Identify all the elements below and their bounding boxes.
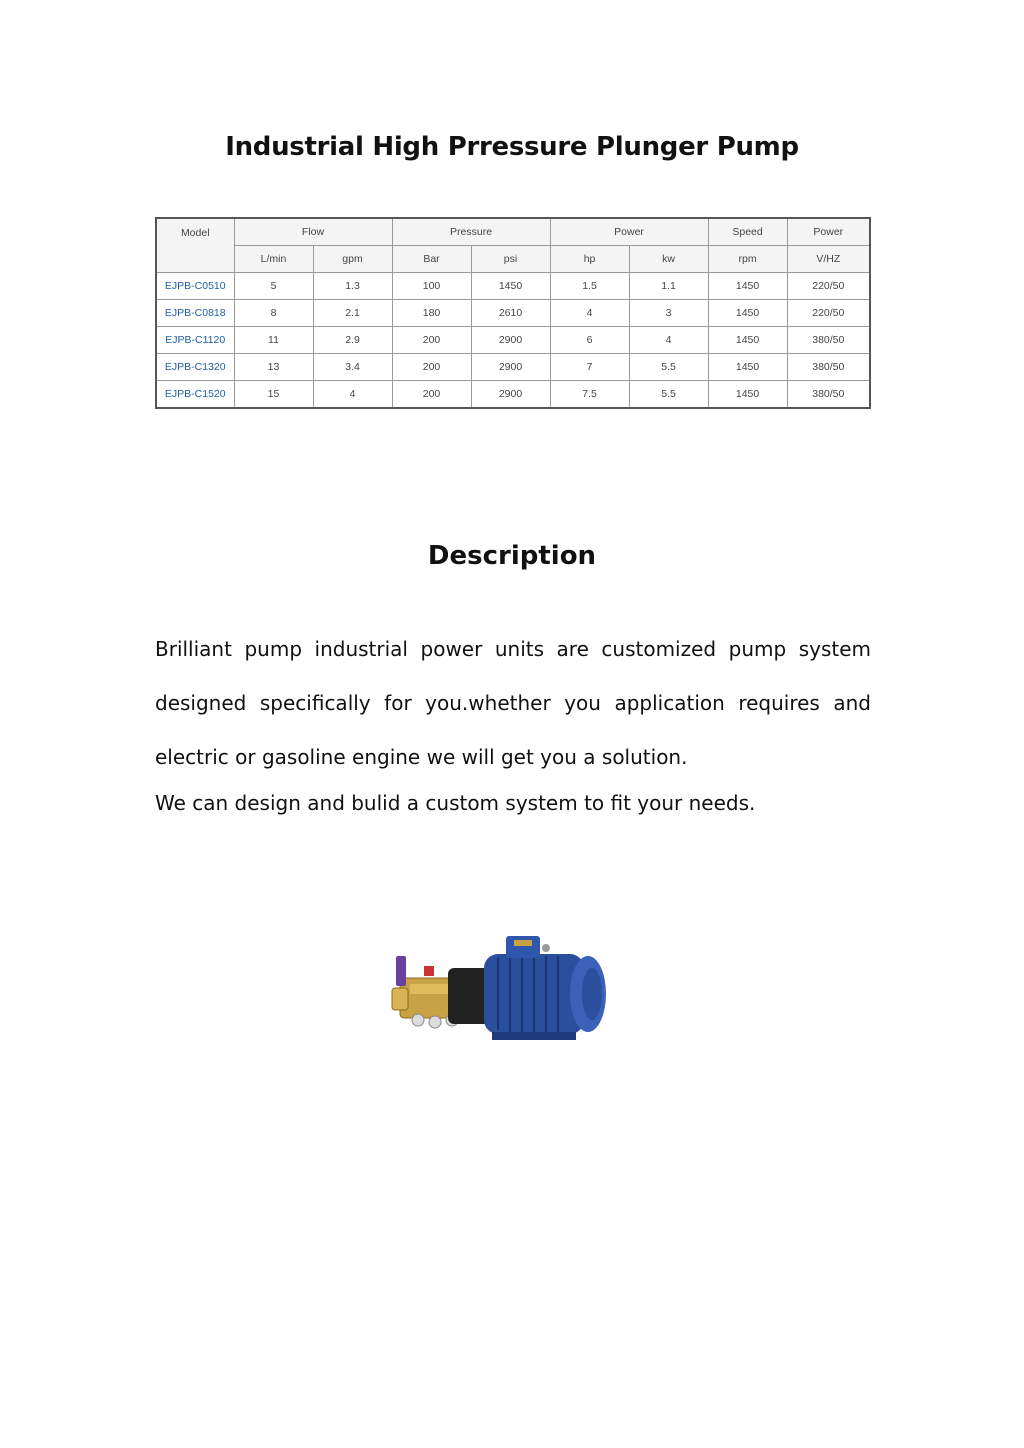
header-speed: Speed	[708, 218, 787, 246]
table-cell: 200	[392, 354, 471, 381]
table-unit-row	[156, 246, 870, 273]
unit-cell: kw	[629, 246, 708, 273]
model-cell[interactable]: EJPB-C1520	[156, 381, 234, 409]
table-cell: 3.4	[313, 354, 392, 381]
spec-table	[155, 217, 871, 409]
table-header-row	[156, 218, 870, 246]
table-row	[156, 300, 870, 327]
table-cell: 220/50	[787, 273, 870, 300]
table-cell: 6	[550, 327, 629, 354]
table-cell: 5.5	[629, 381, 708, 409]
description-paragraph: Brilliant pump industrial power units are customized pump system designed specifically for you.whether you application requires and electric or gasoline engine we will get you a solution.	[155, 637, 871, 769]
header-power-supply: Power	[787, 218, 870, 246]
header-model: Model	[156, 218, 234, 273]
table-cell: 1.3	[313, 273, 392, 300]
table-cell: 180	[392, 300, 471, 327]
valve	[396, 956, 406, 986]
table-cell: 200	[392, 381, 471, 409]
model-cell[interactable]: EJPB-C0818	[156, 300, 234, 327]
table-cell: 3	[629, 300, 708, 327]
description-closing: We can design and bulid a custom system to fit your needs.	[155, 791, 756, 815]
table-row	[156, 273, 870, 300]
table-cell: 100	[392, 273, 471, 300]
model-cell[interactable]: EJPB-C1120	[156, 327, 234, 354]
model-cell[interactable]: EJPB-C1320	[156, 354, 234, 381]
table-cell: 200	[392, 327, 471, 354]
table-cell: 1.1	[629, 273, 708, 300]
unit-cell: Bar	[392, 246, 471, 273]
header-flow: Flow	[234, 218, 392, 246]
table-cell: 1450	[471, 273, 550, 300]
unit-cell: gpm	[313, 246, 392, 273]
unit-cell: V/HZ	[787, 246, 870, 273]
table-cell: 11	[234, 327, 313, 354]
table-cell: 15	[234, 381, 313, 409]
unit-cell: hp	[550, 246, 629, 273]
table-cell: 2.9	[313, 327, 392, 354]
table-cell: 5	[234, 273, 313, 300]
unit-cell: rpm	[708, 246, 787, 273]
table-cell: 7.5	[550, 381, 629, 409]
table-cell: 13	[234, 354, 313, 381]
table-cell: 380/50	[787, 381, 870, 409]
table-cell: 8	[234, 300, 313, 327]
model-cell[interactable]: EJPB-C0510	[156, 273, 234, 300]
table-cell: 2610	[471, 300, 550, 327]
table-cell: 1450	[708, 300, 787, 327]
unit-cell: psi	[471, 246, 550, 273]
description-heading: Description	[427, 541, 597, 571]
table-cell: 2900	[471, 354, 550, 381]
table-cell: 1450	[708, 381, 787, 409]
table-cell: 1450	[708, 354, 787, 381]
table-cell: 4	[313, 381, 392, 409]
table-cell: 4	[550, 300, 629, 327]
table-cell: 2900	[471, 381, 550, 409]
table-cell: 2.1	[313, 300, 392, 327]
unit-cell: L/min	[234, 246, 313, 273]
table-cell: 5.5	[629, 354, 708, 381]
header-power: Power	[550, 218, 708, 246]
page-title: Industrial High Prressure Plunger Pump	[225, 132, 799, 162]
table-cell: 2900	[471, 327, 550, 354]
table-cell: 1450	[708, 273, 787, 300]
pump-motor-photo	[388, 928, 610, 1046]
table-cell: 380/50	[787, 354, 870, 381]
header-pressure: Pressure	[392, 218, 550, 246]
table-row	[156, 354, 870, 381]
table-row	[156, 381, 870, 409]
table-cell: 1.5	[550, 273, 629, 300]
table-cell: 380/50	[787, 327, 870, 354]
table-row	[156, 327, 870, 354]
table-cell: 220/50	[787, 300, 870, 327]
table-cell: 7	[550, 354, 629, 381]
table-cell: 1450	[708, 327, 787, 354]
table-cell: 4	[629, 327, 708, 354]
